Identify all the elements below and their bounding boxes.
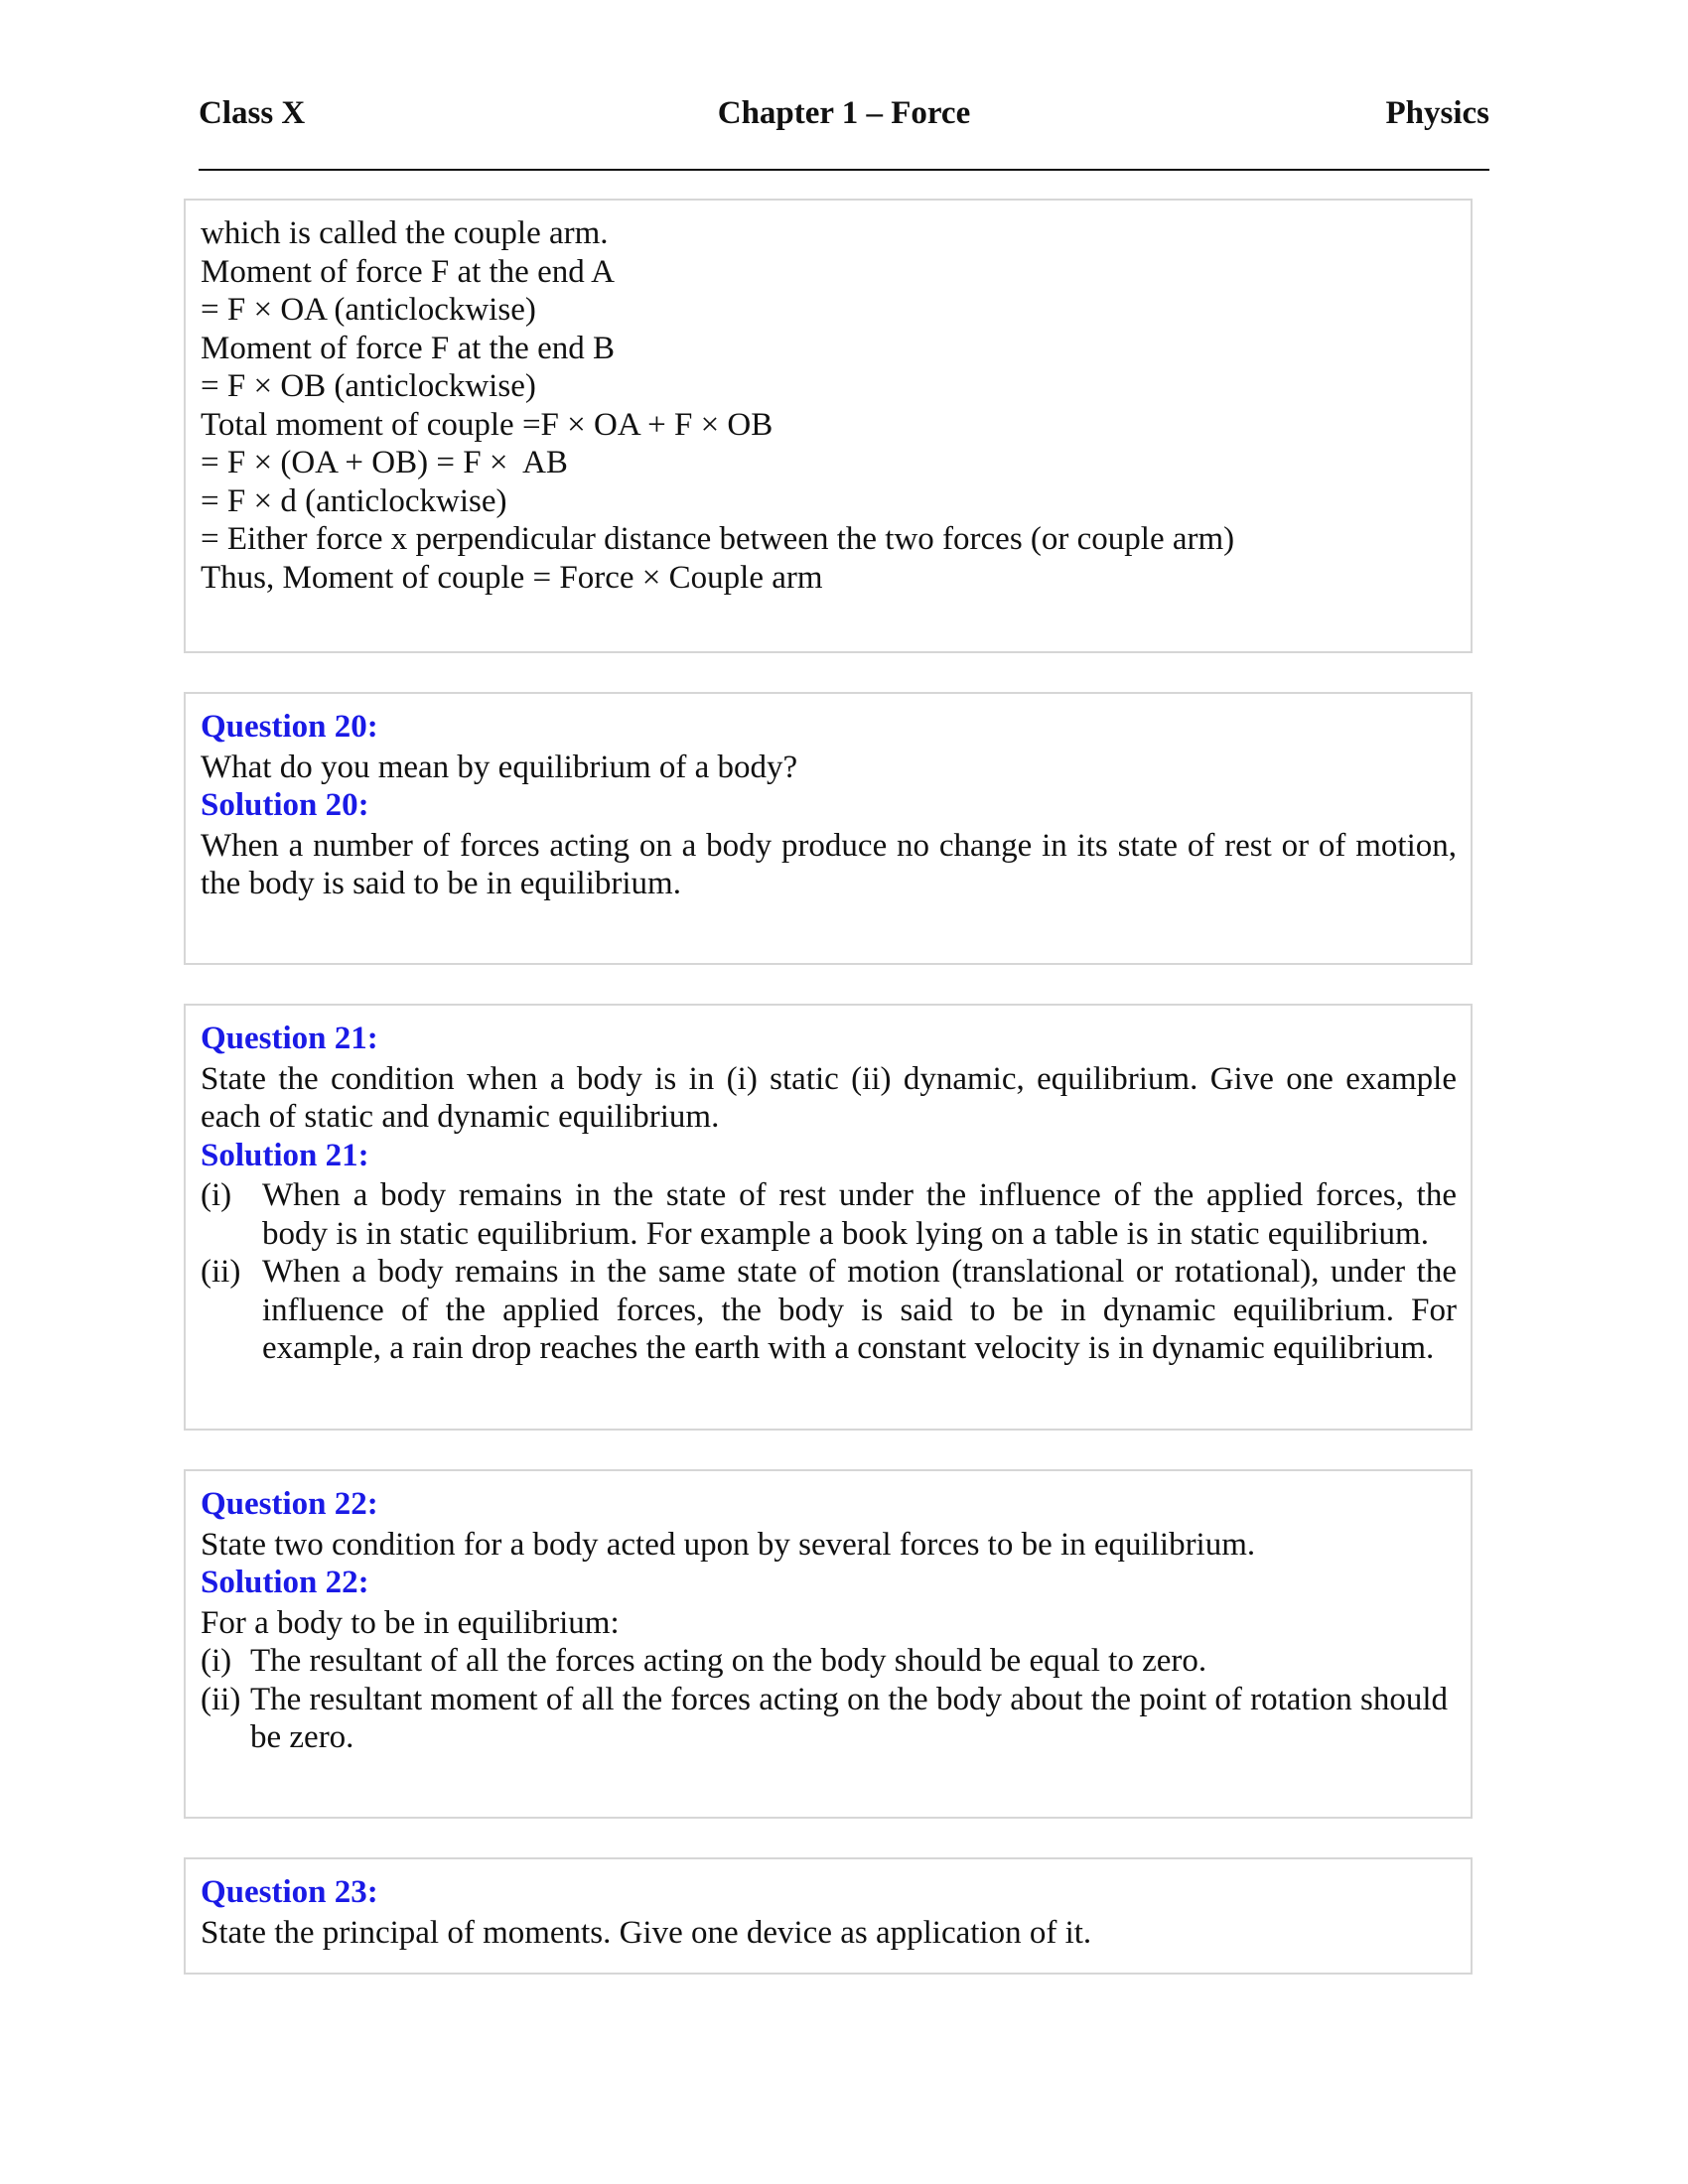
- text-line: = Either force x perpendicular distance between the two forces (or couple arm): [201, 521, 1235, 557]
- page-header: [199, 95, 1489, 145]
- list-item-number: (i): [201, 1177, 232, 1213]
- list-item-number: (i): [201, 1643, 232, 1679]
- text-line: = F × OB (anticlockwise): [201, 368, 536, 404]
- solution-intro: For a body to be in equilibrium:: [201, 1604, 620, 1641]
- solution-text: When a number of forces acting on a body produce no change in its state of rest or of motion, the body is said to be in equilibrium.: [201, 827, 1457, 901]
- text-line: = F × (OA + OB) = F × AB: [201, 445, 568, 480]
- question-text: State the principal of moments. Give one device as application of it.: [201, 1914, 1092, 1951]
- text-line: Moment of force F at the end A: [201, 253, 615, 290]
- text-line: Moment of force F at the end B: [201, 330, 615, 366]
- text-line: = F × d (anticlockwise): [201, 482, 507, 519]
- question-label: Question 21:: [201, 1021, 378, 1056]
- list-item: [201, 1253, 1457, 1368]
- list-item: [201, 1681, 1457, 1757]
- question-20-box: [184, 692, 1473, 965]
- question-text: State the condition when a body is in (i) static (ii) dynamic, equilibrium. Give one example each of static and dynamic equilibrium.: [201, 1060, 1457, 1135]
- header-class: Class X: [199, 95, 306, 131]
- list-item-text: The resultant moment of all the forces acting on the body about the point of rotation should be zero.: [250, 1681, 1449, 1755]
- question-text: What do you mean by equilibrium of a body?: [201, 749, 798, 785]
- list-item: [201, 1642, 1457, 1681]
- question-23-box: [184, 1857, 1473, 1975]
- text-line: = F × OA (anticlockwise): [201, 292, 536, 328]
- list-item-number: (ii): [201, 1254, 241, 1290]
- header-divider: [199, 169, 1489, 171]
- text-line: which is called the couple arm.: [201, 215, 609, 251]
- text-line: Thus, Moment of couple = Force × Couple arm: [201, 559, 823, 596]
- question-21-box: [184, 1004, 1473, 1431]
- list-item-number: (ii): [201, 1681, 241, 1717]
- header-chapter: Chapter 1 – Force: [717, 95, 971, 131]
- list-item-text: The resultant of all the forces acting on the body should be equal to zero.: [250, 1643, 1207, 1679]
- question-label: Question 23:: [201, 1874, 378, 1910]
- question-text: State two condition for a body acted upon by several forces to be in equilibrium.: [201, 1526, 1256, 1563]
- solution-label: Solution 20:: [201, 787, 369, 823]
- question-label: Question 22:: [201, 1486, 378, 1522]
- list-item: [201, 1176, 1457, 1253]
- continuation-box: [184, 199, 1473, 653]
- header-subject: Physics: [1385, 95, 1489, 131]
- list-item-text: When a body remains in the same state of motion (translational or rotational), under the influence of the applied forces, the body is said to be in dynamic equilibrium. For example, a rain drop reaches the earth with a constant velocity is in dynamic equilibrium.: [262, 1254, 1457, 1366]
- solution-label: Solution 22:: [201, 1565, 369, 1600]
- list-item-text: When a body remains in the state of rest under the influence of the applied forces, the body is in static equilibrium. For example a book lying on a table is in static equilibrium.: [262, 1177, 1457, 1252]
- question-22-box: [184, 1469, 1473, 1819]
- solution-label: Solution 21:: [201, 1137, 369, 1173]
- text-line: Total moment of couple =F × OA + F × OB: [201, 406, 774, 443]
- question-label: Question 20:: [201, 709, 378, 745]
